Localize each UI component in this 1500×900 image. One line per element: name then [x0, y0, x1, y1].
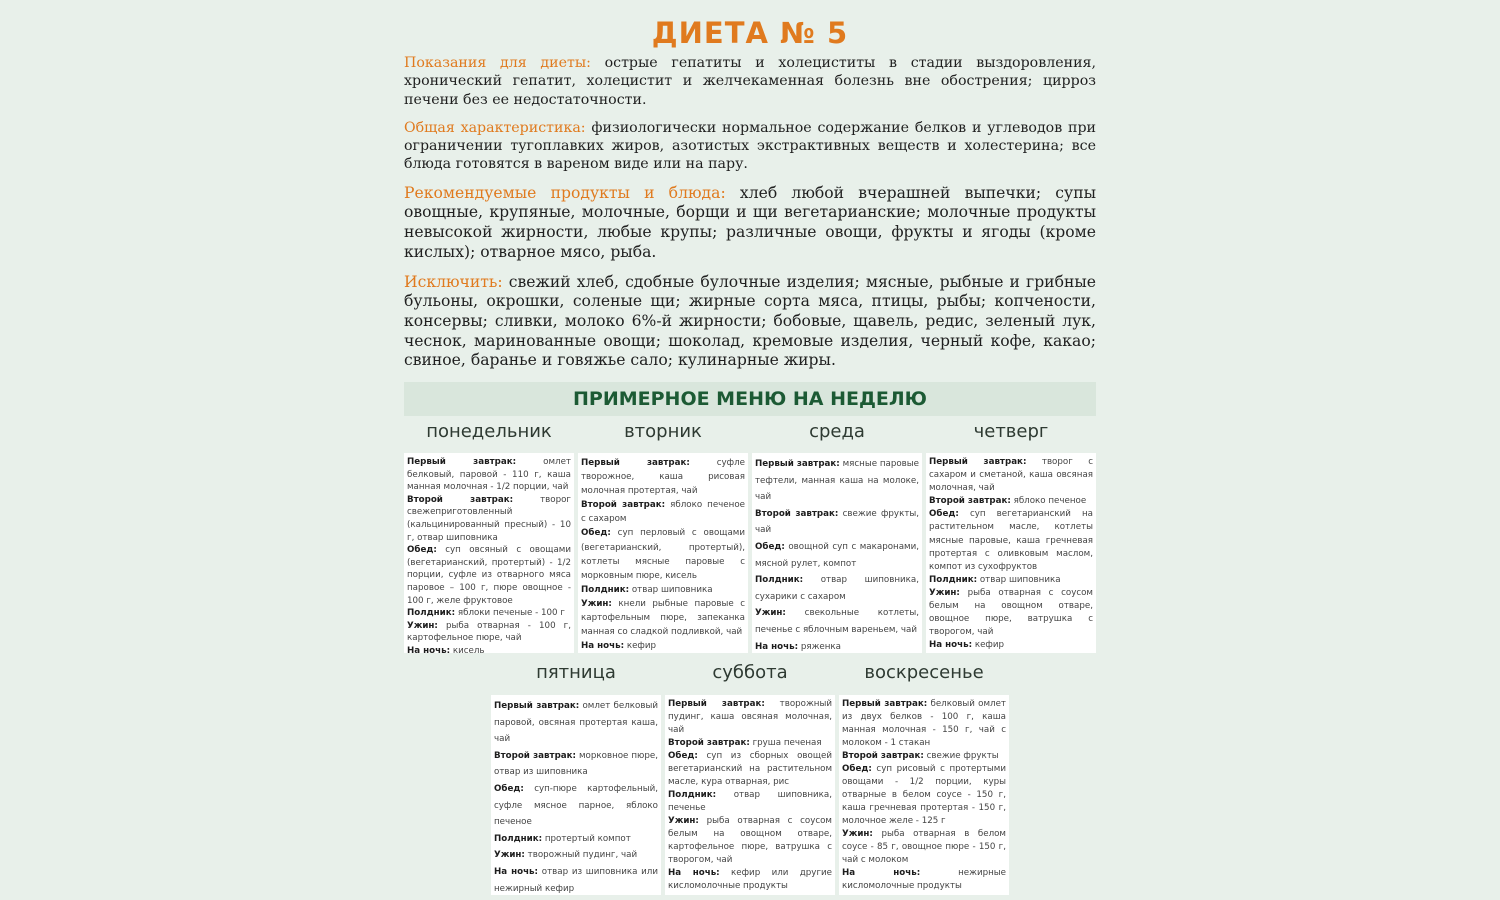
meal-dinner: Ужин: свекольные котлеты, печенье с яблочным вареньем, чай — [755, 608, 919, 635]
meal-night: На ночь: кисель — [407, 645, 485, 653]
meal-first-breakfast: Первый завтрак: белковый омлет из двух белков - 100 г, каша манная молочная - 150 г, чай с молоком - 1 стакан — [842, 699, 1006, 748]
meal-dinner: Ужин: рыба отварная в белом соусе - 85 г, овощное пюре - 150 г, чай с молоком — [842, 829, 1006, 865]
meal-second-breakfast: Второй завтрак: груша печеная — [668, 738, 822, 748]
meal-night: На ночь: кефир — [929, 640, 1005, 651]
section-label: Общая характеристика: — [404, 119, 586, 136]
meal-night: На ночь: ряженка — [755, 641, 841, 652]
day-menu-saturday — [665, 695, 835, 895]
meal-night: На ночь: отвар из шиповника или нежирный кефир — [494, 866, 658, 894]
meal-snack: Полдник: отвар шиповника — [581, 584, 713, 595]
day-heading-saturday: суббота — [712, 662, 788, 683]
page-title: ДИЕТА № 5 — [651, 16, 849, 50]
section-indications — [404, 54, 1096, 109]
meal-first-breakfast: Первый завтрак: творожный пудинг, каша овсяная молочная, чай — [668, 699, 832, 735]
meal-lunch: Обед: овощной суп с макаронами, мясной рулет, компот — [755, 541, 919, 569]
meal-first-breakfast: Первый завтрак: мясные паровые тефтели, манная каша на молоке, чай — [755, 459, 920, 503]
section-exclude — [404, 273, 1096, 372]
meal-dinner: Ужин: кнели рыбные паровые с картофельным пюре, запеканка манная со сладкой подливкой, чай — [581, 598, 745, 638]
meal-snack: Полдник: отвар шиповника, сухарики с сахаром — [755, 575, 919, 602]
meal-first-breakfast: Первый завтрак: омлет белковый, паровой - 110 г, каша манная молочная - 1/2 порции, чай — [407, 457, 571, 493]
meal-lunch: Обед: суп перловый с овощами (вегетарианский, протертый), котлеты мясные паровые с морковным пюре, кисель — [581, 528, 745, 581]
day-heading-wednesday: среда — [809, 421, 865, 442]
section-label: Исключить: — [404, 272, 503, 291]
meal-second-breakfast: Второй завтрак: яблоко печеное с сахаром — [581, 500, 745, 525]
meal-first-breakfast: Первый завтрак: омлет белковый паровой, овсяная протертая каша, чай — [494, 701, 658, 745]
meal-second-breakfast: Второй завтрак: творог свежеприготовленный (кальцинированный пресный) - 10 г, отвар шиповника — [407, 494, 571, 543]
meal-lunch: Обед: суп-пюре картофельный, суфле мясное парное, яблоко печеное — [494, 783, 658, 828]
meal-lunch: Обед: суп вегетарианский на растительном масле, котлеты мясные паровые, каша гречневая протертая с оливковым маслом, компот из сухофруктов — [929, 509, 1093, 572]
meal-first-breakfast: Первый завтрак: творог с сахаром и сметаной, каша овсяная молочная, чай — [929, 457, 1093, 494]
day-menu-monday — [404, 453, 574, 653]
section-text: хлеб любой вчерашней выпечки; супы овощные, крупяные, молочные, борщи и щи вегетарианские; молочные продукты невысокой жирности, любые крупы; различные овощи, фрукты и ягоды (кроме кислых); отварное мясо, рыба. — [404, 183, 1096, 261]
day-heading-sunday: воскресенье — [864, 662, 984, 683]
meal-second-breakfast: Второй завтрак: свежие фрукты — [842, 751, 999, 761]
day-menu-sunday — [839, 695, 1009, 895]
meal-night: На ночь: кефир или другие кисломолочные продукты — [668, 868, 833, 891]
day-menu-wednesday — [752, 453, 922, 653]
meal-dinner: Ужин: рыба отварная - 100 г, картофельное пюре, чай — [407, 620, 571, 644]
section-label: Показания для диеты: — [404, 55, 591, 71]
meal-lunch: Обед: суп рисовый с протертыми овощами - 1/2 порции, куры отварные в белом соусе - 150 г, каша гречневая протертая - 150 г, молочное желе - 125 г — [842, 764, 1006, 826]
day-heading-thursday: четверг — [973, 421, 1049, 442]
day-heading-monday: понедельник — [426, 421, 552, 442]
day-menu-tuesday — [578, 453, 748, 653]
day-heading-tuesday: вторник — [624, 421, 702, 442]
section-recommended — [404, 184, 1096, 263]
meal-night: На ночь: нежирные кисломолочные продукты — [842, 868, 1006, 891]
day-heading-friday: пятница — [536, 662, 616, 683]
meal-dinner: Ужин: творожный пудинг, чай — [494, 850, 638, 861]
meal-second-breakfast: Второй завтрак: свежие фрукты, чай — [755, 508, 920, 536]
meal-first-breakfast: Первый завтрак: суфле творожное, каша рисовая молочная протертая, чай — [581, 458, 745, 497]
section-text: острые гепатиты и холециститы в стадии выздоровления, хронический гепатит, холецистит и желчекаменная болезнь вне обострения; цирроз печени без ее недостаточности. — [404, 55, 1096, 108]
menu-title-banner: ПРИМЕРНОЕ МЕНЮ НА НЕДЕЛЮ — [404, 382, 1096, 416]
meal-second-breakfast: Второй завтрак: морковное пюре, отвар из шиповника — [494, 750, 658, 778]
meal-night: На ночь: кефир — [581, 641, 657, 652]
meal-dinner: Ужин: рыба отварная с соусом белым на овощном отваре, картофельное пюре, ватрушка с творогом, чай — [668, 816, 832, 865]
meal-snack: Полдник: отвар шиповника, печенье — [668, 790, 832, 813]
section-label: Рекомендуемые продукты и блюда: — [404, 183, 726, 202]
day-menu-friday — [491, 695, 661, 895]
meal-snack: Полдник: отвар шиповника — [929, 574, 1061, 585]
meal-snack: Полдник: яблоки печеные - 100 г — [407, 608, 565, 619]
section-text: свежий хлеб, сдобные булочные изделия; мясные, рыбные и грибные бульоны, окрошки, соленые щи; жирные сорта мяса, птицы, рыбы; копчености, консервы; сливки, молоко 6%-й жирности; бобовые, щавель, редис, зеленый лук, чеснок, маринованные овощи; шоколад, кремовые изделия, черный кофе, какао; свиное, баранье и говяжье сало; кулинарные жиры. — [404, 272, 1096, 370]
meal-snack: Полдник: протертый компот — [494, 833, 631, 844]
meal-dinner: Ужин: рыба отварная с соусом белым на овощном отваре, овощное пюре, ватрушка с творогом, чай — [929, 587, 1093, 638]
section-text: физиологически нормальное содержание белков и углеводов при ограничении тугоплавких жиров, азотистых экстрактивных веществ и холестерина; все блюда готовятся в вареном виде или на пару. — [404, 119, 1097, 173]
meal-lunch: Обед: суп овсяный с овощами (вегетарианский, протертый) - 1/2 порции, суфле из отварного мяса паровое – 100 г, пюре овощное - 100 г, желе фруктовое — [407, 545, 571, 606]
day-menu-thursday — [926, 453, 1096, 653]
section-characteristics — [404, 119, 1096, 174]
meal-second-breakfast: Второй завтрак: яблоко печеное — [929, 496, 1087, 507]
meal-lunch: Обед: суп из сборных овощей вегетарианский на растительном масле, кура отварная, рис — [668, 751, 832, 787]
diet-article — [404, 0, 1096, 381]
